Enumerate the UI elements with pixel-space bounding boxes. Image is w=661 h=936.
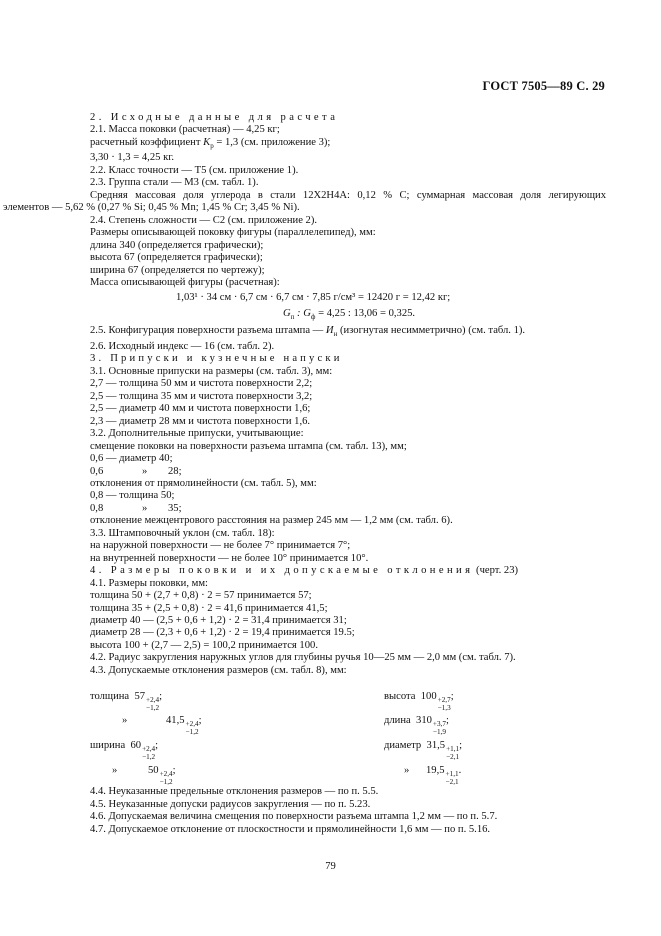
text-line: высота 67 (определяется графически); — [90, 252, 263, 264]
text-line: 4.5. Неуказанные допуски радиусов закругления — по п. 5.23. — [90, 798, 371, 810]
text-line: 2.5. Конфигурация поверхности разъема штампа — $И_н$ (изогнутая несимметрично) (см. табл. 1). — [90, 325, 526, 339]
text-line: отклонение межцентрового расстояния на размер 245 мм — 1,2 мм (см. табл. 6). — [90, 515, 453, 527]
tolerance-item: длина 310 +3,7 −1,9 ; — [384, 715, 449, 736]
text-line: Средняя массовая доля углерода в стали 12Х2Н4А: 0,12 % С; суммарная массовая доля легирующих — [90, 189, 606, 201]
tolerance-item: высота 100 +2,7 −1,3 ; — [384, 691, 454, 712]
section-4-heading: 4. Размеры поковки и их допускаемые отклонения (черт. 23) — [90, 565, 519, 577]
text-line: отклонения от прямолинейности (см. табл. 5), мм: — [90, 478, 317, 490]
text-line: на наружной поверхности — не более 7° принимается 7°; — [90, 540, 351, 552]
text-line: 4.3. Допускаемые отклонения размеров (см. табл. 8), мм: — [90, 664, 347, 676]
text-line: высота 100 + (2,7 — 2,5) = 100,2 принимается 100. — [90, 639, 318, 651]
text-line: 3.3. Штамповочный уклон (см. табл. 18): — [90, 527, 275, 539]
tolerance-item: толщина 57 +2,4 −1,2 ; — [90, 691, 163, 712]
text-line: толщина 50 + (2,7 + 0,8) · 2 = 57 принимается 57; — [90, 590, 312, 602]
tolerance-item: » 19,5 +1,1 −2,1 . — [404, 765, 462, 786]
text-line: расчетный коэффициент $K_р = 1,3$ (см. приложение 3); — [90, 136, 331, 151]
text-line: элементов — 5,62 % (0,27 % Si; 0,45 % Mn; 1,45 % Cr; 3,45 % Ni). — [3, 202, 300, 214]
text-line: толщина 35 + (2,5 + 0,8) · 2 = 41,6 принимается 41,5; — [90, 602, 328, 614]
text-line: 2.3. Группа стали — М3 (см. табл. 1). — [90, 177, 259, 189]
text-line: 0,8 » 35; — [90, 502, 182, 514]
text-line: 2.4. Степень сложности — С2 (см. приложение 2). — [90, 214, 318, 226]
section-2-heading: 2. Исходные данные для расчета — [90, 112, 339, 123]
document-body — [3, 112, 606, 836]
text-line: 2,5 — толщина 35 мм и чистота поверхности 3,2; — [90, 390, 313, 402]
text-line: 2.2. Класс точности — Т5 (см. приложение 1). — [90, 164, 299, 176]
text-line: 0,6 » 28; — [90, 465, 182, 477]
text-line: 4.1. Размеры поковки, мм: — [90, 577, 208, 589]
text-line: 3,30 · 1,3 = 4,25 кг. — [90, 152, 175, 164]
text-line: 0,6 — диаметр 40; — [90, 453, 173, 465]
text-line: 4.2. Радиус закругления наружных углов для глубины ручья 10—25 мм — 2,0 мм (см. табл. 7). — [90, 652, 516, 664]
tolerance-item: » 50 +2,4 −1,2 ; — [112, 765, 176, 786]
section-3-heading: 3. Припуски и кузнечные напуски — [90, 353, 343, 365]
text-line: на внутренней поверхности — не более 10° принимается 10°. — [90, 552, 369, 564]
formula-line: $G_п$ : $G_ф = 4,25$ : 13,06 = 0,325. — [283, 307, 416, 322]
tolerance-item: диаметр 31,5 +1,1 −2,1 ; — [384, 740, 463, 761]
page-number: 79 — [325, 861, 336, 872]
text-line: 2,5 — диаметр 40 мм и чистота поверхности 1,6; — [90, 403, 311, 415]
text-line: длина 340 (определяется графически); — [90, 239, 264, 251]
text-line: 2.1. Масса поковки (расчетная) — 4,25 кг; — [90, 124, 280, 136]
text-line: ширина 67 (определяется по чертежу); — [90, 264, 265, 276]
text-line: 3.2. Дополнительные припуски, учитывающие: — [90, 428, 304, 440]
text-line: 4.6. Допускаемая величина смещения по поверхности разъема штампа 1,2 мм — по п. 5.7. — [90, 811, 498, 823]
tolerance-grid — [58, 683, 606, 786]
text-line: Масса описывающей фигуры (расчетная): — [90, 277, 280, 288]
text-line: диаметр 40 — (2,5 + 0,6 + 1,2) · 2 = 31,4 принимается 31; — [90, 615, 347, 626]
text-line: 2,3 — диаметр 28 мм и чистота поверхности 1,6. — [90, 415, 311, 427]
text-line: 3.1. Основные припуски на размеры (см. табл. 3), мм: — [90, 365, 333, 377]
text-line: диаметр 28 — (2,3 + 0,6 + 1,2) · 2 = 19,4 принимается 19.5; — [90, 627, 355, 639]
text-line: 2,7 — толщина 50 мм и чистота поверхности 2,2; — [90, 378, 313, 390]
text-line: смещение поковки на поверхности разъема штампа (см. табл. 13), мм; — [90, 440, 407, 452]
formula-line: 1,03¹ · 34 см · 6,7 см · 6,7 см · 7,85 г/см³ = 12420 г = 12,42 кг; — [176, 292, 451, 304]
text-line: 0,8 — толщина 50; — [90, 490, 175, 502]
page-header: ГОСТ 7505—89 С. 29 — [482, 79, 605, 93]
tolerance-item: ширина 60 +2,4 −1,2 ; — [90, 740, 159, 761]
text-line: Размеры описывающей поковку фигуры (параллелепипед), мм: — [90, 227, 376, 239]
tolerance-item: » 41,5 +2,4 −1,2 ; — [122, 715, 202, 736]
text-line: 4.7. Допускаемое отклонение от плоскостности и прямолинейности 1,6 мм — по п. 5.16. — [90, 823, 491, 835]
text-line: 4.4. Неуказанные предельные отклонения размеров — по п. 5.5. — [90, 786, 379, 798]
text-line: 2.6. Исходный индекс — 16 (см. табл. 2). — [90, 341, 275, 353]
